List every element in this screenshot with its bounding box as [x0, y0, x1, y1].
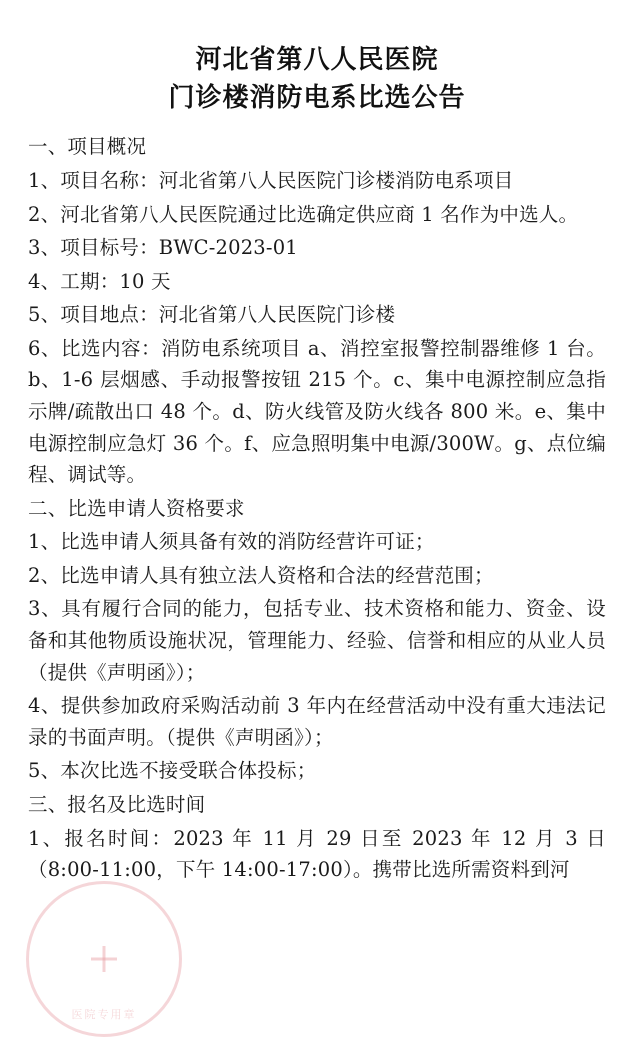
paragraph-supplier-count: 2、河北省第八人民医院通过比选确定供应商 1 名作为中选人。 [28, 202, 579, 226]
seal-label: 医院专用章 [71, 1008, 137, 1021]
paragraph-scope-of-work: 6、比选内容：消防电系统项目 a、消控室报警控制器维修 1 台。b、1-6 层烟感、手动报警按钮 215 个。c、集中电源控制应急指示牌/疏散出口 48 个。d、防火线管及防火线各 800 米。e、集中电源控制应急灯 36 个。f、应急照明集中电源/300W。g、点位编程、调试等。 [28, 336, 606, 487]
paragraph-qualification-4: 4、提供参加政府采购活动前 3 年内在经营活动中没有重大违法记录的书面声明。（提供《声明函》）； [28, 694, 606, 749]
title-line-1: 河北省第八人民医院 [195, 45, 439, 75]
section-heading-project-overview: 一、项目概况 [28, 135, 147, 159]
document-title [28, 42, 606, 117]
title-line-2: 门诊楼消防电系比选公告 [168, 82, 466, 113]
section-heading-qualifications: 二、比选申请人资格要求 [28, 496, 245, 520]
section-heading-registration-time: 三、报名及比选时间 [28, 792, 206, 816]
paragraph-qualification-1: 1、比选申请人须具备有效的消防经营许可证； [28, 530, 435, 554]
official-seal-stamp [26, 881, 182, 1037]
document-body [28, 131, 606, 885]
paragraph-qualification-5: 5、本次比选不接受联合体投标； [28, 759, 317, 783]
paragraph-location: 5、项目地点：河北省第八人民医院门诊楼 [28, 303, 396, 327]
paragraph-project-name: 1、项目名称：河北省第八人民医院门诊楼消防电系项目 [28, 168, 514, 192]
paragraph-qualification-3: 3、具有履行合同的能力，包括专业、技术资格和能力、资金、设备和其他物质设施状况，管理能力、经验、信誉和相应的从业人员（提供《声明函》）； [28, 597, 606, 684]
paragraph-duration: 4、工期：10 天 [28, 269, 171, 293]
paragraph-registration-time: 1、报名时间：2023 年 11 月 29 日至 2023 年 12 月 3 日（8:00-11:00，下午 14:00-17:00）。携带比选所需资料到河 [28, 826, 606, 882]
paragraph-qualification-2: 2、比选申请人具有独立法人资格和合法的经营范围； [28, 563, 494, 587]
paragraph-project-number: 3、项目标号：BWC-2023-01 [28, 236, 298, 260]
